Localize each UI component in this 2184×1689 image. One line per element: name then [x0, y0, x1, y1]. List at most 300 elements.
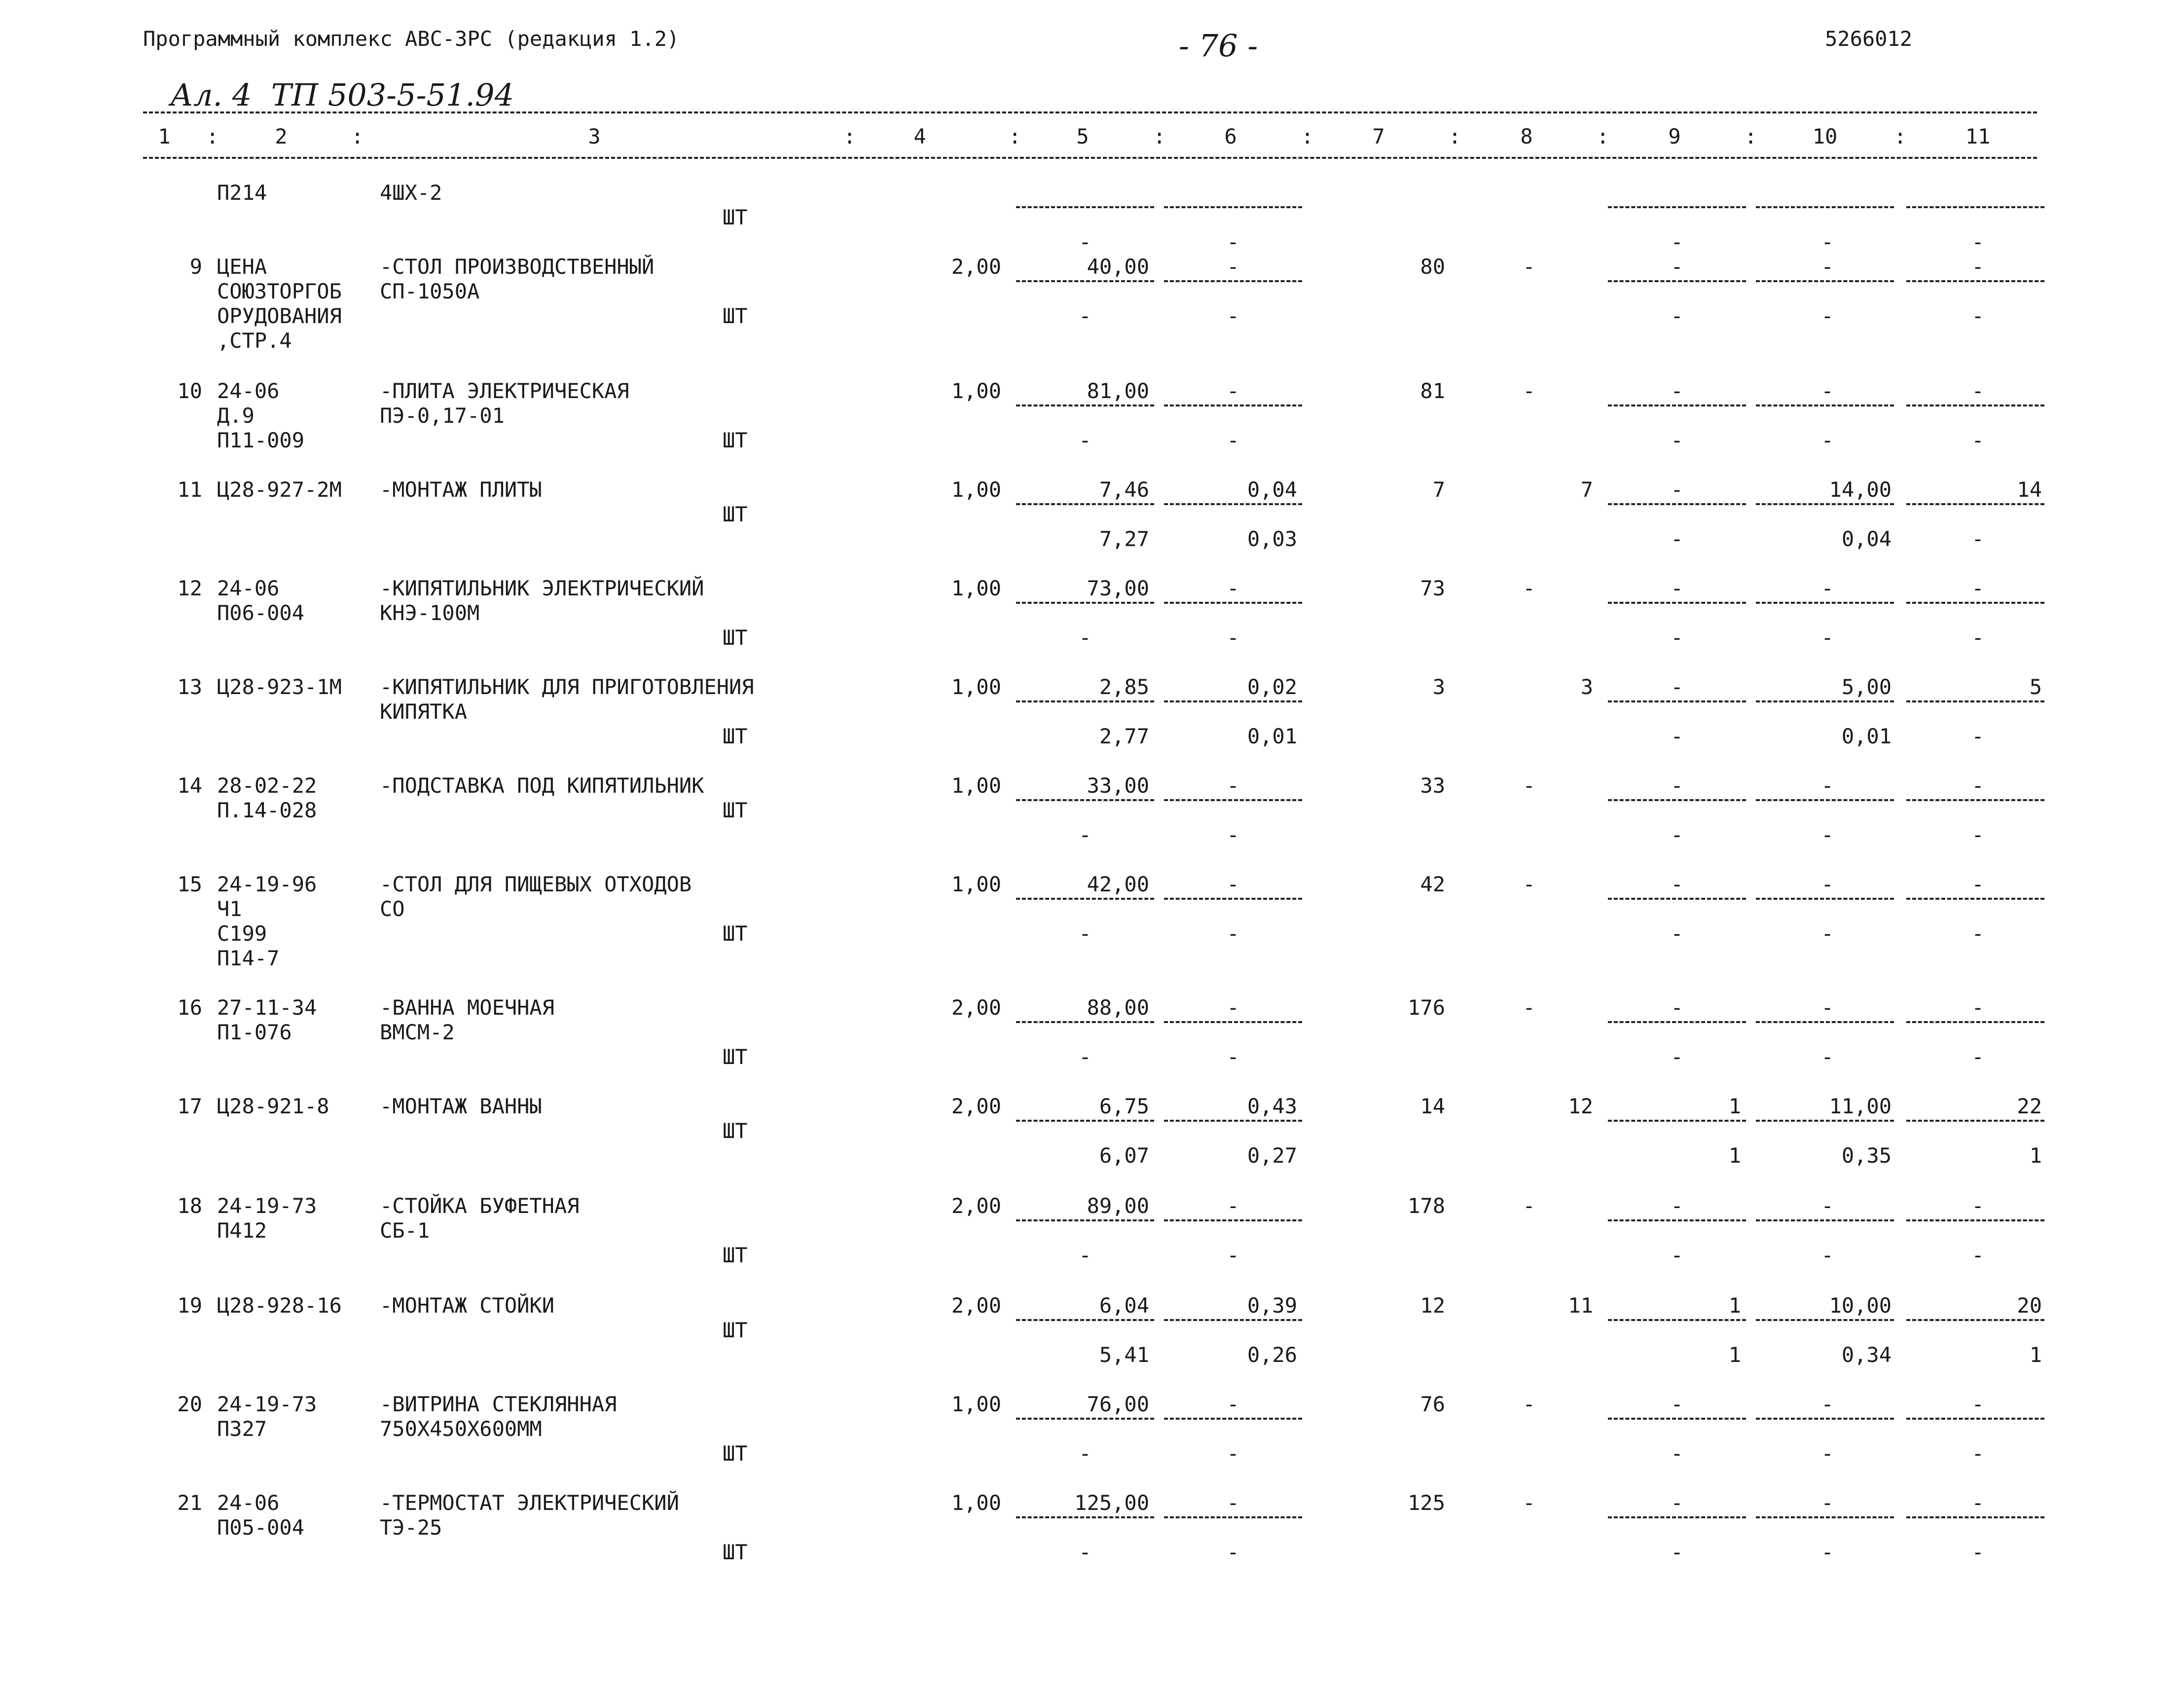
cell-c5: 89,00: [1087, 1194, 1149, 1218]
cell-c10b: -: [1821, 1045, 1834, 1069]
cell-c6: -: [1227, 872, 1239, 896]
row-name: -ТЕРМОСТАТ ЭЛЕКТРИЧЕСКИЙ: [380, 1491, 679, 1515]
cell-c7: 12: [1420, 1293, 1445, 1318]
cell-c11b: 1: [2029, 1143, 2042, 1168]
cell-divider-c10: [1756, 1219, 1894, 1221]
row-unit: ШТ: [723, 625, 748, 650]
cell-divider-c9: [1608, 602, 1746, 604]
cell-divider-c11: [1906, 1120, 2044, 1122]
row-name: СП-1050А: [380, 279, 480, 303]
cell-divider-c10: [1756, 602, 1894, 604]
cell-divider-c5: [1016, 602, 1154, 604]
column-number-10: 10: [1812, 124, 1838, 148]
cell-c5b: -: [1079, 304, 1092, 328]
column-separator: :: [1894, 124, 1907, 148]
row-code: 24-19-73: [217, 1194, 317, 1218]
row-code: Д.9: [217, 404, 255, 428]
row-number: 11: [177, 477, 202, 502]
cell-c10b: -: [1821, 823, 1834, 847]
cell-c11: -: [1971, 995, 1984, 1020]
cell-c11b: -: [1971, 527, 1984, 551]
row-code: П214: [217, 181, 267, 205]
cell-c7: 3: [1432, 675, 1445, 699]
cell-c9: 1: [1728, 1293, 1741, 1318]
document-code: 5266012: [1825, 27, 1913, 51]
cell-c9b: -: [1671, 304, 1683, 328]
column-separator: :: [1597, 124, 1609, 148]
row-number: 21: [177, 1491, 202, 1515]
cell-c6b: 0,27: [1247, 1143, 1297, 1168]
cell-c11: 14: [2017, 477, 2042, 502]
row-code: П11-009: [217, 428, 305, 452]
row-code: 24-19-96: [217, 872, 317, 896]
cell-c5b: -: [1079, 921, 1092, 946]
cell-c5: 7,46: [1099, 477, 1149, 502]
cell-c11b: -: [1971, 1243, 1984, 1267]
row-quantity: 1,00: [951, 872, 1001, 896]
cell-c8: 3: [1580, 675, 1593, 699]
cell-c10: 5,00: [1841, 675, 1892, 699]
cell-divider-c6: [1164, 280, 1302, 282]
cell-divider-c11: [1906, 1219, 2044, 1221]
cell-c9: 1: [1728, 1094, 1741, 1118]
cell-divider-c6: [1164, 1120, 1302, 1122]
cell-c10b: 0,04: [1841, 527, 1892, 551]
row-number: 14: [177, 773, 202, 798]
cell-c7: 125: [1408, 1491, 1445, 1515]
row-code: 24-06: [217, 379, 280, 403]
row-unit: ШТ: [723, 1540, 748, 1564]
cell-c11b: 1: [2029, 1343, 2042, 1367]
cell-c7: 176: [1408, 995, 1445, 1020]
cell-c6b: -: [1227, 1045, 1239, 1069]
cell-c5b: -: [1079, 1243, 1092, 1267]
cell-divider-c11: [1906, 503, 2044, 505]
cell-c9b: -: [1671, 921, 1683, 946]
cell-c8: -: [1523, 773, 1535, 798]
cell-divider-c6: [1164, 1319, 1302, 1321]
row-number: 10: [177, 379, 202, 403]
cell-c10b: -: [1821, 1540, 1834, 1564]
cell-c6: -: [1227, 1491, 1239, 1515]
cell-c8: -: [1523, 1194, 1535, 1218]
cell-divider-c5: [1016, 700, 1154, 702]
row-code: С199: [217, 921, 267, 946]
row-quantity: 1,00: [951, 1491, 1001, 1515]
row-name: 4ШХ-2: [380, 181, 442, 205]
cell-c7: 81: [1420, 379, 1445, 403]
row-code: ОРУДОВАНИЯ: [217, 304, 342, 328]
cell-c9b: -: [1671, 1045, 1683, 1069]
row-name: -ПОДСТАВКА ПОД КИПЯТИЛЬНИК: [380, 773, 704, 798]
cell-c9b: -: [1671, 625, 1683, 650]
cell-c9: -: [1671, 1392, 1683, 1416]
cell-c6: 0,02: [1247, 675, 1297, 699]
cell-divider-c9: [1608, 404, 1746, 406]
cell-c6: -: [1227, 1194, 1239, 1218]
row-name: -СТОЙКА БУФЕТНАЯ: [380, 1194, 580, 1218]
cell-divider-c10: [1756, 1021, 1894, 1023]
cell-c11: -: [1971, 872, 1984, 896]
row-number: 19: [177, 1293, 202, 1318]
cell-c6b: 0,03: [1247, 527, 1297, 551]
cell-c10: -: [1821, 995, 1834, 1020]
cell-c10b: 0,01: [1841, 724, 1892, 748]
cell-divider-c5: [1016, 404, 1154, 406]
cell-c9: -: [1671, 1194, 1683, 1218]
row-code: П.14-028: [217, 798, 317, 822]
cell-c11: -: [1971, 1491, 1984, 1515]
cell-c5: 6,04: [1099, 1293, 1149, 1318]
cell-divider-c5: [1016, 1219, 1154, 1221]
cell-divider-c9: [1608, 898, 1746, 900]
cell-divider-c5: [1016, 1120, 1154, 1122]
row-quantity: 2,00: [951, 255, 1001, 279]
cell-c7: 76: [1420, 1392, 1445, 1416]
cell-c5b: 6,07: [1099, 1143, 1149, 1168]
cell-divider-c6: [1164, 1219, 1302, 1221]
cell-c6: -: [1227, 1392, 1239, 1416]
cell-divider-c9: [1608, 206, 1746, 208]
row-name: -ВАННА МОЕЧНАЯ: [380, 995, 555, 1020]
row-number: 9: [189, 255, 202, 279]
cell-divider-c9: [1608, 1319, 1746, 1321]
cell-c9: -: [1671, 379, 1683, 403]
cell-divider-c10: [1756, 1319, 1894, 1321]
cell-c10b: -: [1821, 1441, 1834, 1466]
cell-divider-c9: [1608, 280, 1746, 282]
cell-c11: 20: [2017, 1293, 2042, 1318]
cell-c10: 10,00: [1829, 1293, 1892, 1318]
cell-c7: 7: [1432, 477, 1445, 502]
row-code: П06-004: [217, 601, 305, 625]
cell-c9b: -: [1671, 428, 1683, 452]
row-unit: ШТ: [723, 724, 748, 748]
row-quantity: 1,00: [951, 576, 1001, 600]
row-code: 24-19-73: [217, 1392, 317, 1416]
cell-c6: -: [1227, 379, 1239, 403]
cell-c11b: -: [1971, 625, 1984, 650]
cell-c10: -: [1821, 255, 1834, 279]
row-name: СБ-1: [380, 1218, 430, 1243]
row-name: ПЭ-0,17-01: [380, 404, 505, 428]
cell-c9: -: [1671, 1491, 1683, 1515]
cell-c5b: -: [1079, 1045, 1092, 1069]
row-code: Ц28-923-1М: [217, 675, 342, 699]
cell-c8: 11: [1568, 1293, 1593, 1318]
column-separator: :: [1009, 124, 1021, 148]
row-unit: ШТ: [723, 1119, 748, 1143]
cell-c10: 11,00: [1829, 1094, 1892, 1118]
cell-c10b: -: [1821, 921, 1834, 946]
cell-divider-c10: [1756, 799, 1894, 801]
row-name: 750Х450Х600ММ: [380, 1417, 542, 1441]
cell-divider-c9: [1608, 1120, 1746, 1122]
cell-divider-c11: [1906, 280, 2044, 282]
row-code: 28-02-22: [217, 773, 317, 798]
cell-c10b: 0,34: [1841, 1343, 1892, 1367]
row-number: 15: [177, 872, 202, 896]
column-separator: :: [206, 124, 219, 148]
cell-c10b: 0,35: [1841, 1143, 1892, 1168]
column-separator: :: [1745, 124, 1757, 148]
row-code: П14-7: [217, 946, 280, 970]
row-name: -ПЛИТА ЭЛЕКТРИЧЕСКАЯ: [380, 379, 629, 403]
cell-c5: 40,00: [1087, 255, 1149, 279]
column-number-1: 1: [158, 124, 171, 148]
cell-divider-c5: [1016, 1319, 1154, 1321]
row-name: -КИПЯТИЛЬНИК ЭЛЕКТРИЧЕСКИЙ: [380, 576, 704, 600]
cell-divider-c10: [1756, 503, 1894, 505]
cell-c9b: -: [1671, 823, 1683, 847]
cell-divider-c10: [1756, 898, 1894, 900]
cell-c8: -: [1523, 995, 1535, 1020]
cell-c11: -: [1971, 576, 1984, 600]
cell-c10: -: [1821, 576, 1834, 600]
cell-c9b: -: [1671, 1540, 1683, 1564]
cell-c11: -: [1971, 255, 1984, 279]
row-quantity: 2,00: [951, 995, 1001, 1020]
row-quantity: 2,00: [951, 1194, 1001, 1218]
cell-c9b: 1: [1728, 1143, 1741, 1168]
row-unit: ШТ: [723, 428, 748, 452]
cell-divider-c11: [1906, 206, 2044, 208]
cell-divider-c6: [1164, 1021, 1302, 1023]
cell-divider-c10: [1756, 1516, 1894, 1518]
cell-divider-c10: [1756, 280, 1894, 282]
cell-c5b: -: [1079, 428, 1092, 452]
column-number-8: 8: [1520, 124, 1533, 148]
column-number-2: 2: [275, 124, 288, 148]
cell-c10b: -: [1821, 428, 1834, 452]
cell-c5: 76,00: [1087, 1392, 1149, 1416]
row-name: СО: [380, 897, 405, 921]
cell-c10b: -: [1821, 1243, 1834, 1267]
cell-divider-c11: [1906, 1319, 2044, 1321]
column-number-4: 4: [913, 124, 926, 148]
cell-c9: -: [1671, 872, 1683, 896]
cell-divider-c11: [1906, 700, 2044, 702]
cell-c6: 0,43: [1247, 1094, 1297, 1118]
cell-divider-c6: [1164, 206, 1302, 208]
cell-c7: 33: [1420, 773, 1445, 798]
cell-c5: 81,00: [1087, 379, 1149, 403]
row-number: 20: [177, 1392, 202, 1416]
cell-divider-c9: [1608, 1219, 1746, 1221]
row-name: ТЭ-25: [380, 1515, 442, 1540]
column-separator: :: [1301, 124, 1314, 148]
cell-c8: -: [1523, 1392, 1535, 1416]
row-name: -КИПЯТИЛЬНИК ДЛЯ ПРИГОТОВЛЕНИЯ: [380, 675, 754, 699]
cell-divider-c6: [1164, 799, 1302, 801]
row-code: 24-06: [217, 576, 280, 600]
cell-divider-c5: [1016, 1418, 1154, 1420]
cell-c5b: -: [1079, 1540, 1092, 1564]
cell-c6b: -: [1227, 1441, 1239, 1466]
cell-c6b: -: [1227, 230, 1239, 254]
cell-c6b: -: [1227, 625, 1239, 650]
row-name: ВМСМ-2: [380, 1020, 455, 1044]
row-name: -МОНТАЖ СТОЙКИ: [380, 1293, 555, 1318]
column-number-7: 7: [1372, 124, 1385, 148]
row-code: П412: [217, 1218, 267, 1243]
cell-divider-c11: [1906, 1516, 2044, 1518]
cell-c8: -: [1523, 576, 1535, 600]
cell-c8: 7: [1580, 477, 1593, 502]
row-code: Ц28-921-8: [217, 1094, 329, 1118]
cell-divider-c5: [1016, 898, 1154, 900]
row-name: -ВИТРИНА СТЕКЛЯННАЯ: [380, 1392, 617, 1416]
cell-c11b: -: [1971, 1045, 1984, 1069]
column-number-9: 9: [1668, 124, 1681, 148]
cell-divider-c6: [1164, 700, 1302, 702]
row-quantity: 2,00: [951, 1293, 1001, 1318]
cell-c10: -: [1821, 379, 1834, 403]
row-quantity: 2,00: [951, 1094, 1001, 1118]
cell-divider-c10: [1756, 700, 1894, 702]
cell-c5b: 7,27: [1099, 527, 1149, 551]
cell-c8: -: [1523, 872, 1535, 896]
header-bottom-rule: [143, 157, 2037, 159]
cell-c5: 42,00: [1087, 872, 1149, 896]
column-separator: :: [1449, 124, 1461, 148]
cell-c6b: 0,01: [1247, 724, 1297, 748]
cell-c6: 0,39: [1247, 1293, 1297, 1318]
column-number-3: 3: [588, 124, 601, 148]
cell-c8: -: [1523, 379, 1535, 403]
cell-c7: 80: [1420, 255, 1445, 279]
cell-divider-c6: [1164, 602, 1302, 604]
cell-c10: -: [1821, 1392, 1834, 1416]
cell-c11b: -: [1971, 230, 1984, 254]
cell-divider-c6: [1164, 404, 1302, 406]
cell-c10: -: [1821, 1194, 1834, 1218]
cell-c5: 6,75: [1099, 1094, 1149, 1118]
row-unit: ШТ: [723, 1045, 748, 1069]
cell-c6b: -: [1227, 921, 1239, 946]
row-name: КНЭ-100М: [380, 601, 480, 625]
column-separator: :: [351, 124, 364, 148]
column-number-5: 5: [1076, 124, 1089, 148]
cell-c6: -: [1227, 995, 1239, 1020]
cell-c9: -: [1671, 576, 1683, 600]
cell-c9b: -: [1671, 1441, 1683, 1466]
cell-c9b: -: [1671, 230, 1683, 254]
cell-c11b: -: [1971, 428, 1984, 452]
cell-c6b: -: [1227, 823, 1239, 847]
cell-c6: -: [1227, 255, 1239, 279]
row-name: -СТОЛ ПРОИЗВОДСТВЕННЫЙ: [380, 255, 655, 279]
cell-divider-c5: [1016, 1021, 1154, 1023]
cell-c9: -: [1671, 255, 1683, 279]
column-number-11: 11: [1965, 124, 1991, 148]
row-code: Ц28-928-16: [217, 1293, 342, 1318]
row-code: Ч1: [217, 897, 242, 921]
cell-divider-c6: [1164, 898, 1302, 900]
cell-c11b: -: [1971, 1441, 1984, 1466]
row-unit: ШТ: [723, 1441, 748, 1466]
column-separator: :: [843, 124, 856, 148]
cell-c5b: -: [1079, 230, 1092, 254]
row-name: КИПЯТКА: [380, 699, 468, 724]
cell-c5b: -: [1079, 1441, 1092, 1466]
cell-divider-c10: [1756, 404, 1894, 406]
cell-divider-c11: [1906, 898, 2044, 900]
cell-c11: -: [1971, 1392, 1984, 1416]
cell-c5b: -: [1079, 823, 1092, 847]
cell-c9b: 1: [1728, 1343, 1741, 1367]
cell-c10b: -: [1821, 304, 1834, 328]
cell-divider-c6: [1164, 1418, 1302, 1420]
cell-divider-c9: [1608, 700, 1746, 702]
row-number: 18: [177, 1194, 202, 1218]
cell-c9: -: [1671, 477, 1683, 502]
row-number: 17: [177, 1094, 202, 1118]
cell-divider-c11: [1906, 799, 2044, 801]
cell-c10: 14,00: [1829, 477, 1892, 502]
row-unit: ШТ: [723, 304, 748, 328]
cell-c8: -: [1523, 1491, 1535, 1515]
row-unit: ШТ: [723, 798, 748, 822]
cell-c5b: -: [1079, 625, 1092, 650]
row-code: ,СТР.4: [217, 329, 292, 353]
cell-divider-c9: [1608, 799, 1746, 801]
cell-c10: -: [1821, 1491, 1834, 1515]
cell-c5b: 5,41: [1099, 1343, 1149, 1367]
header-top-rule: [143, 111, 2037, 113]
cell-c8: 12: [1568, 1094, 1593, 1118]
row-quantity: 1,00: [951, 379, 1001, 403]
cell-divider-c10: [1756, 1418, 1894, 1420]
cell-c11b: -: [1971, 823, 1984, 847]
cell-c11: -: [1971, 773, 1984, 798]
row-code: П1-076: [217, 1020, 292, 1044]
cell-c7: 178: [1408, 1194, 1445, 1218]
row-quantity: 1,00: [951, 675, 1001, 699]
cell-c7: 73: [1420, 576, 1445, 600]
row-unit: ШТ: [723, 1318, 748, 1342]
cell-c9b: -: [1671, 1243, 1683, 1267]
cell-c6b: -: [1227, 428, 1239, 452]
row-code: Ц28-927-2М: [217, 477, 342, 502]
row-quantity: 1,00: [951, 773, 1001, 798]
row-number: 16: [177, 995, 202, 1020]
cell-c6b: -: [1227, 304, 1239, 328]
cell-divider-c9: [1608, 503, 1746, 505]
cell-divider-c10: [1756, 1120, 1894, 1122]
page-number: - 76 -: [1179, 28, 1258, 64]
cell-c5: 88,00: [1087, 995, 1149, 1020]
row-unit: ШТ: [723, 205, 748, 229]
cell-divider-c11: [1906, 404, 2044, 406]
cell-c5: 33,00: [1087, 773, 1149, 798]
row-code: П327: [217, 1417, 267, 1441]
cell-divider-c11: [1906, 1021, 2044, 1023]
cell-c6: 0,04: [1247, 477, 1297, 502]
cell-c9: -: [1671, 773, 1683, 798]
cell-divider-c5: [1016, 503, 1154, 505]
cell-c10b: -: [1821, 625, 1834, 650]
row-code: 24-06: [217, 1491, 280, 1515]
row-code: П05-004: [217, 1515, 305, 1540]
cell-c5b: 2,77: [1099, 724, 1149, 748]
cell-c9b: -: [1671, 527, 1683, 551]
cell-c11: -: [1971, 1194, 1984, 1218]
cell-c9: -: [1671, 995, 1683, 1020]
cell-divider-c10: [1756, 206, 1894, 208]
cell-divider-c5: [1016, 799, 1154, 801]
cell-c7: 42: [1420, 872, 1445, 896]
